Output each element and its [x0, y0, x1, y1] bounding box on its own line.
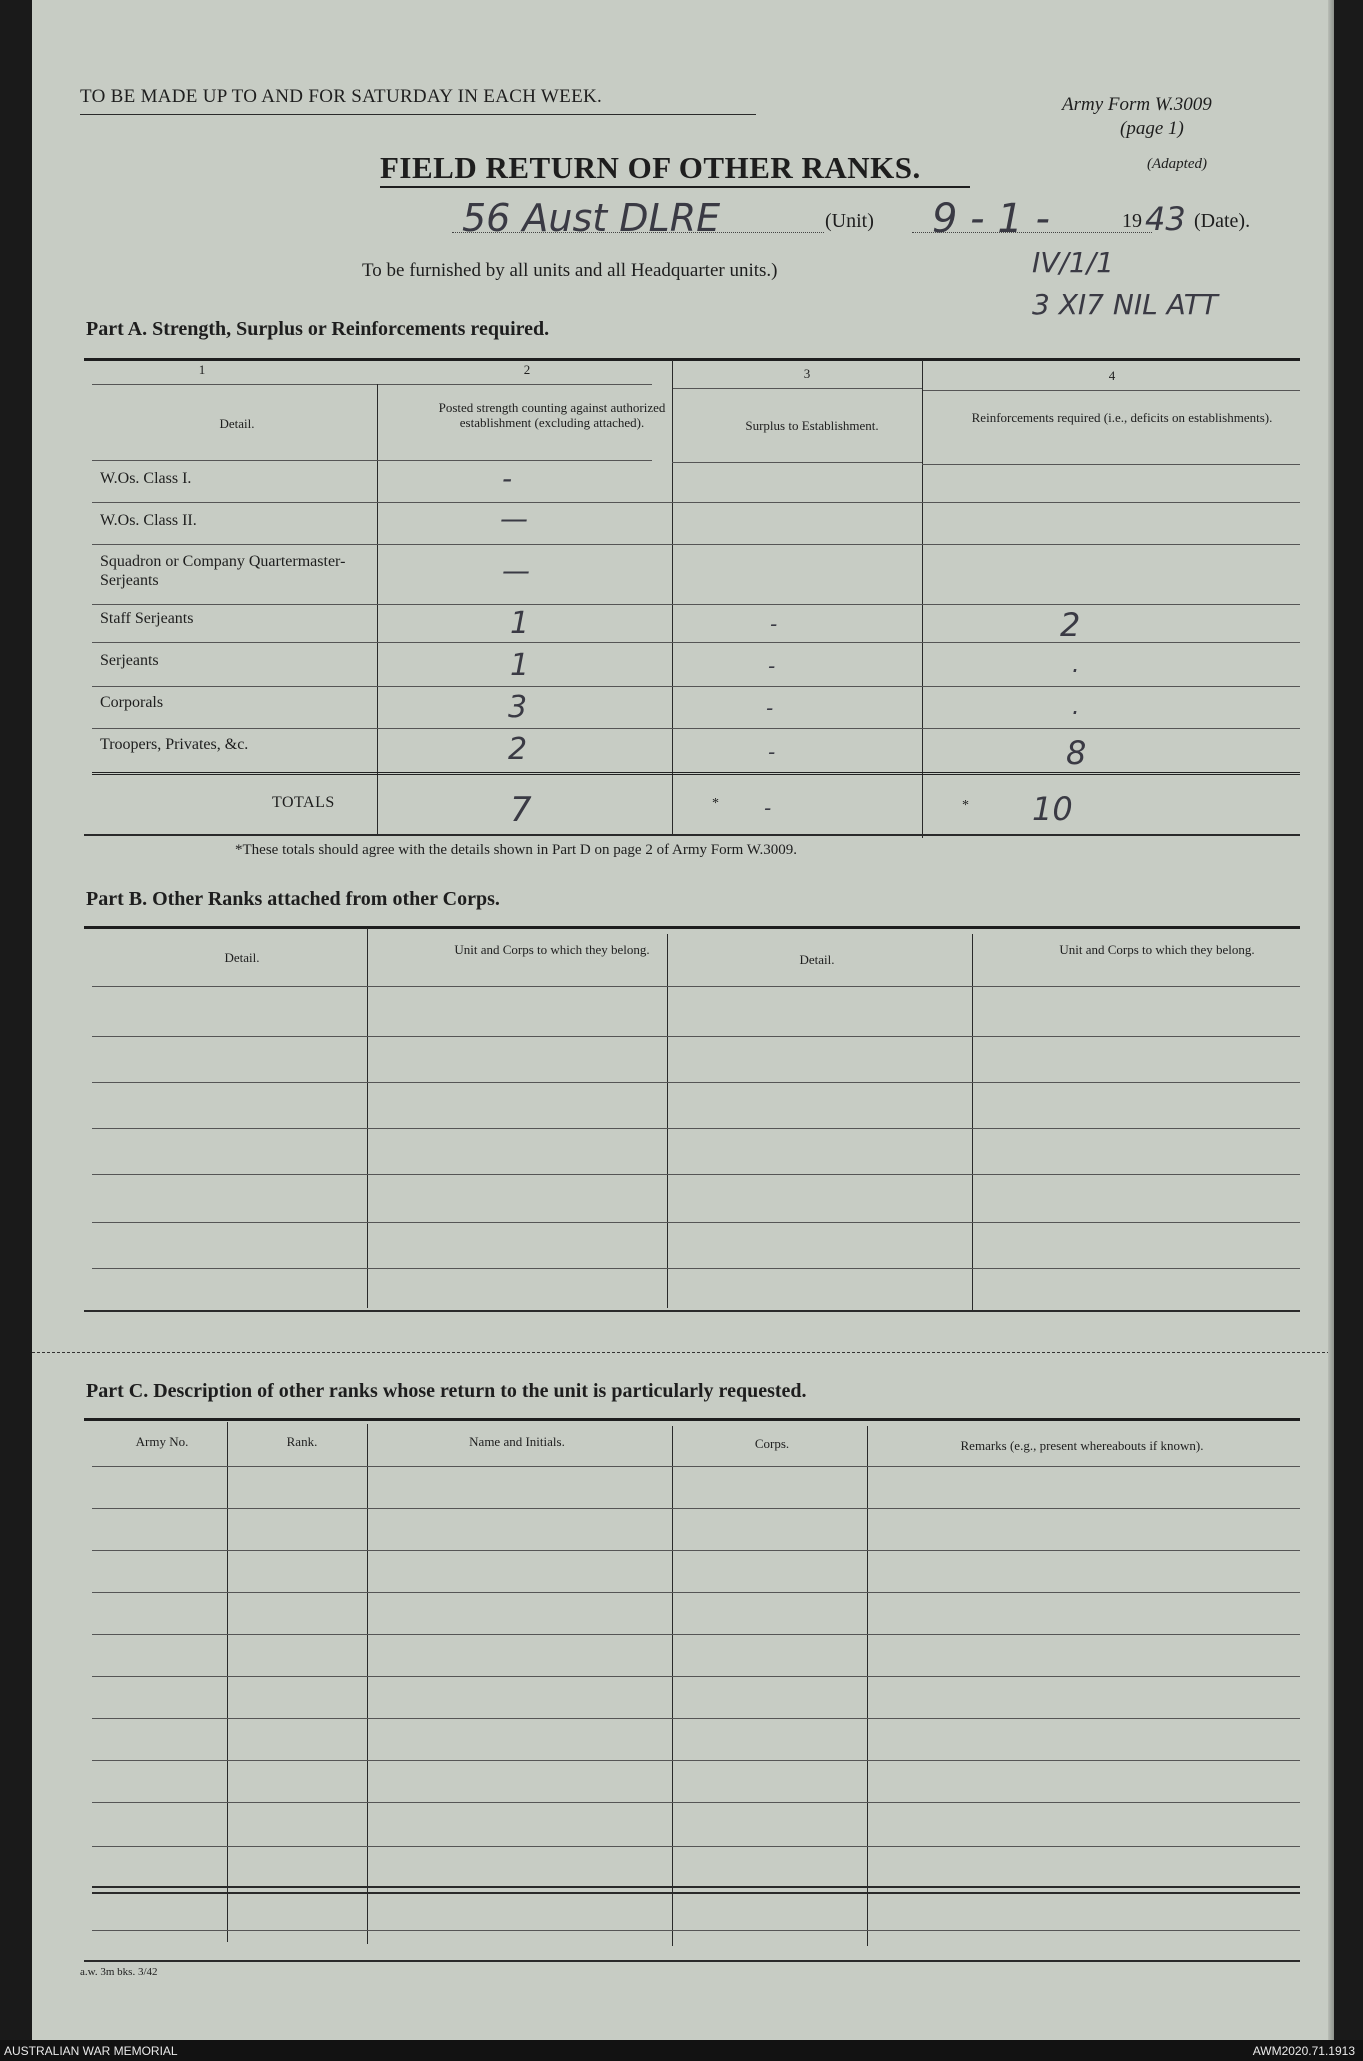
- year-prefix: 19: [1122, 210, 1142, 232]
- part-c-bottom-rule: [84, 1960, 1300, 1962]
- part-a-num-rule-3: [672, 388, 922, 389]
- part-b-header-detail-2: Detail.: [799, 952, 835, 967]
- row-rule: [372, 986, 672, 987]
- instruction-text: TO BE MADE UP TO AND FOR SATURDAY IN EACH WEEK.: [80, 86, 603, 107]
- page-number: (page 1): [1120, 118, 1184, 139]
- row-rule: [672, 1222, 977, 1223]
- part-c-double-rule-2: [92, 1892, 1300, 1894]
- part-a-totals-top-rule: [92, 772, 1300, 775]
- part-c-header-rank: Rank.: [286, 1434, 318, 1449]
- row-rule: [372, 1082, 672, 1083]
- printer-mark: a.w. 3m bks. 3/42: [80, 1966, 158, 1978]
- row-rule: [92, 1846, 1300, 1847]
- part-a-header-detail: Detail.: [219, 416, 255, 431]
- part-a-row-detail: W.Os. Class II.: [100, 512, 197, 529]
- part-a-row-reinf: 8: [1066, 734, 1087, 772]
- perforation-line: [32, 1352, 1330, 1353]
- row-rule: [92, 1222, 372, 1223]
- form-page: [32, 0, 1334, 2040]
- row-rule: [92, 1082, 372, 1083]
- part-a-vline-1: [377, 384, 378, 834]
- part-a-row-rule: [92, 502, 1300, 503]
- row-rule: [92, 1466, 1300, 1467]
- part-a-colnum-3: 3: [803, 366, 811, 381]
- part-a-row-rule: [92, 728, 1300, 729]
- row-rule: [372, 1222, 672, 1223]
- totals-label: TOTALS: [272, 794, 335, 811]
- part-a-row-reinf: .: [1072, 692, 1080, 720]
- row-rule: [92, 1930, 1300, 1931]
- row-rule: [672, 986, 977, 987]
- part-c-header-remarks: Remarks (e.g., present whereabouts if known).: [960, 1438, 1204, 1453]
- row-rule: [92, 1550, 1300, 1551]
- part-b-header-unit-2: Unit and Corps to which they belong.: [1059, 942, 1255, 957]
- part-a-row-detail: Corporals: [100, 694, 164, 711]
- archive-caption-bar: [0, 2040, 1363, 2061]
- part-c-vline-1: [227, 1422, 228, 1942]
- part-a-row-posted: 3: [508, 690, 528, 725]
- part-a-row-surplus: -: [768, 740, 776, 764]
- part-a-colnum-2: 2: [523, 362, 531, 377]
- unit-label: (Unit): [825, 210, 874, 232]
- part-c-vline-4: [867, 1426, 868, 1946]
- part-a-footnote: *These totals should agree with the details shown in Part D on page 2 of Army Form W.3009.: [235, 842, 798, 858]
- part-a-row-detail: Serjeants: [100, 652, 159, 669]
- part-a-vline-3: [922, 360, 923, 838]
- row-rule: [92, 1760, 1300, 1761]
- part-c-header-corps: Corps.: [754, 1436, 790, 1451]
- part-a-row-detail: Squadron or Company Quartermaster-Serjeants: [100, 553, 346, 589]
- totals-reinf-asterisk: *: [962, 798, 969, 813]
- row-rule: [92, 1634, 1300, 1635]
- part-a-row-reinf: .: [1072, 650, 1080, 678]
- row-rule: [92, 1676, 1300, 1677]
- row-rule: [92, 1128, 372, 1129]
- part-b-title: Part B. Other Ranks attached from other Corps.: [86, 888, 500, 910]
- year-handwritten: 43: [1145, 200, 1186, 238]
- part-c-header-army-no: Army No.: [135, 1434, 189, 1449]
- part-a-header-rule-2: [377, 460, 652, 461]
- part-a-row-reinf: 2: [1060, 606, 1081, 644]
- note-handwritten-2: 3 XI7 NIL ATT: [1032, 288, 1218, 321]
- row-rule: [977, 1036, 1300, 1037]
- row-rule: [92, 1174, 372, 1175]
- part-a-row-posted: —: [502, 554, 530, 587]
- totals-surplus: -: [764, 796, 772, 820]
- row-rule: [977, 1128, 1300, 1129]
- part-a-top-rule: [84, 358, 1300, 361]
- part-a-header-posted: Posted strength counting against authorized establishment (excluding attached).: [438, 400, 666, 430]
- adapted-label: (Adapted): [1147, 156, 1207, 172]
- totals-surplus-asterisk: *: [712, 796, 719, 811]
- part-a-header-reinf: Reinforcements required (i.e., deficits on establishments).: [971, 410, 1273, 425]
- part-a-num-rule-2: [377, 384, 652, 385]
- part-a-title: Part A. Strength, Surplus or Reinforcements required.: [86, 318, 550, 340]
- part-a-row-surplus: -: [768, 654, 776, 678]
- part-a-row-rule: [92, 686, 1300, 687]
- row-rule: [672, 1036, 977, 1037]
- row-rule: [92, 986, 372, 987]
- row-rule: [977, 1268, 1300, 1269]
- part-a-row-posted: 1: [510, 648, 530, 683]
- credit-left: AUSTRALIAN WAR MEMORIAL: [4, 2044, 178, 2058]
- title-underline: [380, 186, 970, 188]
- row-rule: [672, 1082, 977, 1083]
- part-b-header-detail-1: Detail.: [224, 950, 260, 965]
- part-c-vline-3: [672, 1426, 673, 1946]
- part-a-row-posted: -: [502, 462, 513, 495]
- part-a-row-rule: [92, 544, 1300, 545]
- row-rule: [672, 1128, 977, 1129]
- row-rule: [977, 986, 1300, 987]
- row-rule: [977, 1082, 1300, 1083]
- part-b-top-rule: [84, 926, 1300, 929]
- part-a-row-detail: W.Os. Class I.: [100, 470, 192, 487]
- part-a-row-rule: [92, 604, 1300, 605]
- instruction-underline: [80, 114, 756, 115]
- part-a-row-detail: Staff Serjeants: [100, 610, 194, 627]
- part-a-row-posted: 2: [508, 732, 528, 767]
- part-a-row-posted: 1: [510, 606, 530, 641]
- row-rule: [977, 1222, 1300, 1223]
- form-name: Army Form W.3009: [1062, 94, 1212, 115]
- totals-posted: 7: [510, 790, 532, 830]
- part-a-header-rule-3: [672, 462, 922, 463]
- part-c-title: Part C. Description of other ranks whose return to the unit is particularly requested.: [86, 1380, 807, 1402]
- row-rule: [92, 1036, 372, 1037]
- furnish-note: To be furnished by all units and all Headquarter units.): [362, 260, 778, 281]
- part-a-row-rule: [92, 642, 1300, 643]
- part-b-vline-3: [972, 934, 973, 1310]
- part-a-vline-2: [672, 360, 673, 836]
- part-a-num-rule-4: [922, 390, 1300, 391]
- date-label: (Date).: [1194, 210, 1251, 232]
- part-a-bottom-rule: [84, 834, 1300, 836]
- part-a-row-surplus: -: [766, 696, 774, 720]
- credit-right: AWM2020.71.1913: [1252, 2044, 1355, 2058]
- part-a-row-surplus: -: [770, 612, 778, 636]
- row-rule: [372, 1036, 672, 1037]
- part-b-bottom-rule: [84, 1310, 1300, 1312]
- row-rule: [977, 1174, 1300, 1175]
- date-handwritten: 9 - 1 -: [932, 196, 1050, 242]
- row-rule: [92, 1718, 1300, 1719]
- row-rule: [672, 1268, 977, 1269]
- part-a-header-rule-1: [92, 460, 382, 461]
- part-a-num-rule-1: [92, 384, 402, 385]
- note-handwritten-1: IV/1/1: [1032, 246, 1114, 279]
- row-rule: [92, 1592, 1300, 1593]
- part-a-colnum-1: 1: [198, 362, 206, 377]
- part-a-header-surplus: Surplus to Establishment.: [745, 418, 879, 433]
- part-c-header-name: Name and Initials.: [469, 1434, 565, 1449]
- part-a-row-detail: Troopers, Privates, &c.: [100, 736, 249, 753]
- row-rule: [372, 1268, 672, 1269]
- part-a-row-posted: —: [500, 502, 528, 535]
- part-b-vline-1: [367, 928, 368, 1308]
- row-rule: [92, 1802, 1300, 1803]
- part-c-double-rule-1: [92, 1886, 1300, 1888]
- row-rule: [672, 1174, 977, 1175]
- part-a-header-rule-4: [922, 464, 1300, 465]
- part-c-vline-2: [367, 1424, 368, 1944]
- part-b-header-unit-1: Unit and Corps to which they belong.: [454, 942, 650, 957]
- row-rule: [92, 1268, 372, 1269]
- page-title: FIELD RETURN OF OTHER RANKS.: [380, 150, 921, 185]
- row-rule: [372, 1128, 672, 1129]
- unit-handwritten: 56 Aust DLRE: [462, 196, 721, 240]
- part-c-top-rule: [84, 1418, 1300, 1421]
- part-b-vline-2: [667, 934, 668, 1308]
- row-rule: [372, 1174, 672, 1175]
- totals-reinf: 10: [1032, 790, 1073, 828]
- row-rule: [92, 1508, 1300, 1509]
- part-a-colnum-4: 4: [1108, 368, 1116, 383]
